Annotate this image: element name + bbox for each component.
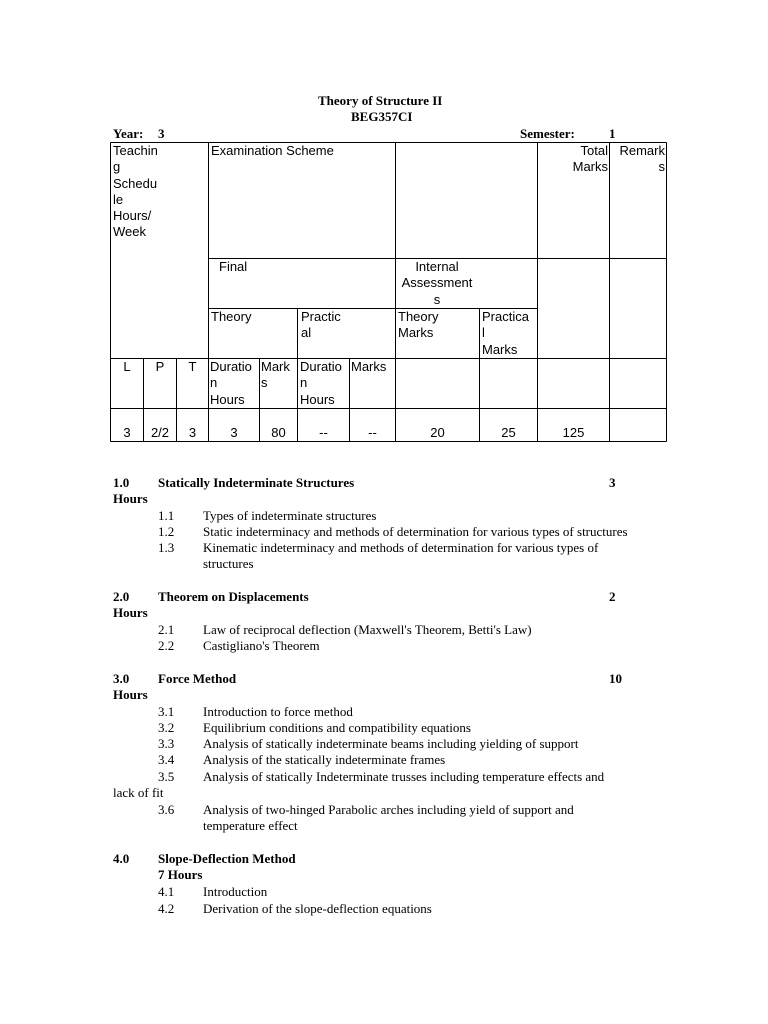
value-t: 3 xyxy=(188,425,197,440)
item-text-continued: lack of fit xyxy=(113,785,164,800)
section-hours-value: 10 xyxy=(609,671,622,686)
section-hours-value: 3 xyxy=(609,475,616,490)
column-t-header: T xyxy=(188,359,197,374)
item-number: 3.1 xyxy=(158,704,175,719)
item-number: 2.2 xyxy=(158,638,175,653)
remarks-header: Remark s xyxy=(619,143,665,175)
item-number: 1.3 xyxy=(158,540,175,555)
theory-marks-header: Mark s xyxy=(261,359,290,391)
internal-practical-marks-header: Practica l Marks xyxy=(482,309,529,357)
item-text: Analysis of the statically indeterminate frames xyxy=(203,752,446,767)
item-number: 3.6 xyxy=(158,802,175,817)
section-number: 2.0 xyxy=(113,589,130,604)
item-number: 4.2 xyxy=(158,901,175,916)
section-hours-label: Hours xyxy=(113,687,148,702)
value-theory-duration: 3 xyxy=(230,425,238,440)
item-text: Analysis of two-hinged Parabolic arches including yield of support and xyxy=(203,802,574,817)
item-text: Types of indeterminate structures xyxy=(203,508,377,523)
item-text: Analysis of statically indeterminate beams including yielding of support xyxy=(203,736,579,751)
section-number: 1.0 xyxy=(113,475,130,490)
item-number: 4.1 xyxy=(158,884,175,899)
internal-assessment-header: Internal Assessment s xyxy=(401,259,473,307)
value-theory-marks: 80 xyxy=(271,425,286,440)
section-hours-label: Hours xyxy=(113,491,148,506)
course-title: Theory of Structure II xyxy=(318,93,443,108)
value-practical-duration: -- xyxy=(319,425,328,440)
item-text: Kinematic indeterminacy and methods of determination for various types of xyxy=(203,540,599,555)
section-number: 3.0 xyxy=(113,671,130,686)
semester-value: 1 xyxy=(609,126,616,141)
year-label: Year: xyxy=(113,126,144,141)
section-title: Theorem on Displacements xyxy=(158,589,309,604)
practical-duration-header: Duratio n Hours xyxy=(300,359,342,407)
item-text: Static indeterminacy and methods of determination for various types of structures xyxy=(203,524,628,539)
item-number: 3.4 xyxy=(158,752,175,767)
value-total-marks: 125 xyxy=(562,425,585,440)
practical-header: Practic al xyxy=(301,309,341,341)
course-code: BEG357CI xyxy=(351,109,413,124)
section-hours-value: 2 xyxy=(609,589,616,604)
value-internal-theory: 20 xyxy=(430,425,445,440)
section-number: 4.0 xyxy=(113,851,130,866)
internal-theory-marks-header: Theory Marks xyxy=(398,309,439,341)
section-title: Statically Indeterminate Structures xyxy=(158,475,355,490)
year-value: 3 xyxy=(158,126,165,141)
item-text-continued: temperature effect xyxy=(203,818,298,833)
item-text: Derivation of the slope-deflection equations xyxy=(203,901,432,916)
item-number: 3.2 xyxy=(158,720,175,735)
value-p: 2/2 xyxy=(150,425,170,440)
item-text: Equilibrium conditions and compatibility equations xyxy=(203,720,471,735)
total-marks-header: Total Marks xyxy=(572,143,608,175)
item-number: 3.3 xyxy=(158,736,175,751)
examination-scheme-header: Examination Scheme xyxy=(211,143,334,158)
section-hours-label: 7 Hours xyxy=(158,867,203,882)
section-hours-label: Hours xyxy=(113,605,148,620)
semester-label: Semester: xyxy=(520,126,575,141)
item-number: 2.1 xyxy=(158,622,175,637)
item-number: 1.1 xyxy=(158,508,175,523)
item-text: Introduction xyxy=(203,884,268,899)
practical-marks-header: Marks xyxy=(351,359,387,374)
item-text-continued: structures xyxy=(203,556,254,571)
item-text: Introduction to force method xyxy=(203,704,353,719)
section-title: Slope-Deflection Method xyxy=(158,851,296,866)
final-header: Final xyxy=(219,259,248,274)
teaching-schedule-header: Teachin g Schedu le Hours/ Week xyxy=(113,143,158,240)
theory-header: Theory xyxy=(211,309,252,324)
item-number: 1.2 xyxy=(158,524,175,539)
item-text: Castigliano's Theorem xyxy=(203,638,320,653)
item-number: 3.5 xyxy=(158,769,175,784)
section-title: Force Method xyxy=(158,671,237,686)
value-practical-marks: -- xyxy=(368,425,377,440)
value-internal-practical: 25 xyxy=(501,425,516,440)
value-l: 3 xyxy=(123,425,131,440)
column-p-header: P xyxy=(155,359,165,374)
column-l-header: L xyxy=(123,359,131,374)
item-text: Law of reciprocal deflection (Maxwell's Theorem, Betti's Law) xyxy=(203,622,532,637)
item-text: Analysis of statically Indeterminate trusses including temperature effects and xyxy=(203,769,605,784)
theory-duration-header: Duratio n Hours xyxy=(210,359,252,407)
